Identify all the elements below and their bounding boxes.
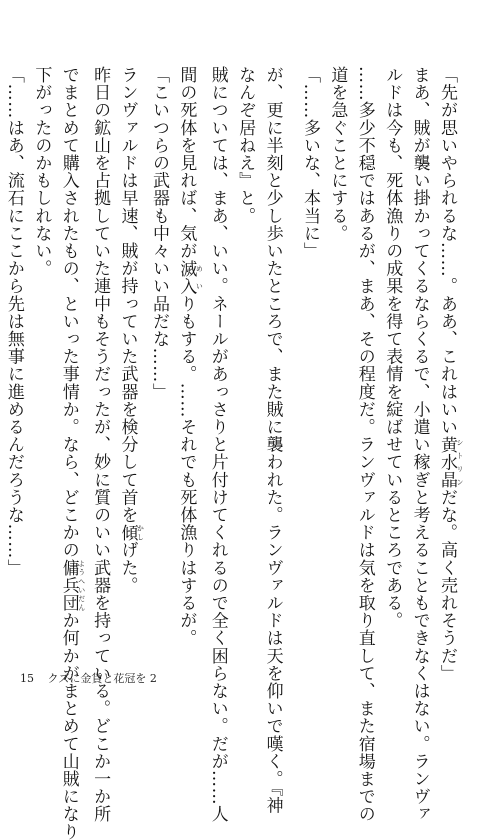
text-line-12: ランヴァルドは早速、賊が持っていた武器を検分して首を傾 かしげた。 xyxy=(117,66,145,595)
page-footer xyxy=(20,670,157,686)
text-line-2: まあ、賊が襲い掛かってくるならくるで、小遣い稼ぎと考えることもできなくはない。ランヴァ xyxy=(409,66,430,823)
text-line-8: なんぞ居ねえ』と。 xyxy=(235,66,256,225)
ruby-kashi: 傾 かし xyxy=(117,523,145,542)
page-number: 15 xyxy=(20,672,34,685)
text-line-5: 道を急ぐことにする。 xyxy=(327,66,348,242)
text-line-3: ルドは今も、死体漁りの成果を得て表情を綻ばせているところである。 xyxy=(382,66,403,630)
text-line-15: 下がったのかもしれない。 xyxy=(31,66,52,278)
text-line-4: ……多少不穏ではあるが、まあ、その程度だ。ランヴァルドは気を取り直して、また宿場までの xyxy=(354,66,375,823)
text-line-16: 「……はあ、流石にここから先は無事に進めるんだろうな……」 xyxy=(3,66,24,577)
text-line-14: でまとめて購入されたもの、といった事情か。なら、どこかの傭兵団 ようへいだんか何かがまとめて山賊になり xyxy=(58,66,86,840)
text-line-11: 「こいつらの武器も中々いい品だな……」 xyxy=(148,66,169,401)
text-line-6: 「……多いな、本当に」 xyxy=(299,66,320,260)
text-line-10: 間の死体を見れば、気が滅入 めいりもする。……それでも死体漁りはするが。 xyxy=(176,66,204,647)
running-title: クズに金貨と花冠を 2 xyxy=(47,672,157,685)
text-line-13: 昨日の鉱山を占拠していた連中もそうだったが、妙に質のいい武器を持っている。どこか一か所 xyxy=(90,66,111,823)
ruby-meiri: 滅入 めい xyxy=(176,259,204,295)
ruby-citrine: 黄水晶 シトリン xyxy=(437,435,464,489)
ruby-youheidan: 傭兵団 ようへいだん xyxy=(58,558,86,612)
text-line-7: が、更に半刻と少し歩いたところで、また賊に襲われた。ランヴァルドは天を仰いで嘆く。『神 xyxy=(262,66,283,815)
text-line-9: 賊については、まあ、いい。ネールがあっさりと片付けてくれるので全く困らない。だが……人 xyxy=(207,66,228,823)
text-line-1: 「先が思いやられるな……。ああ、これはいい黄水晶 シトリンだな。高く売れそうだ」 xyxy=(437,66,464,683)
